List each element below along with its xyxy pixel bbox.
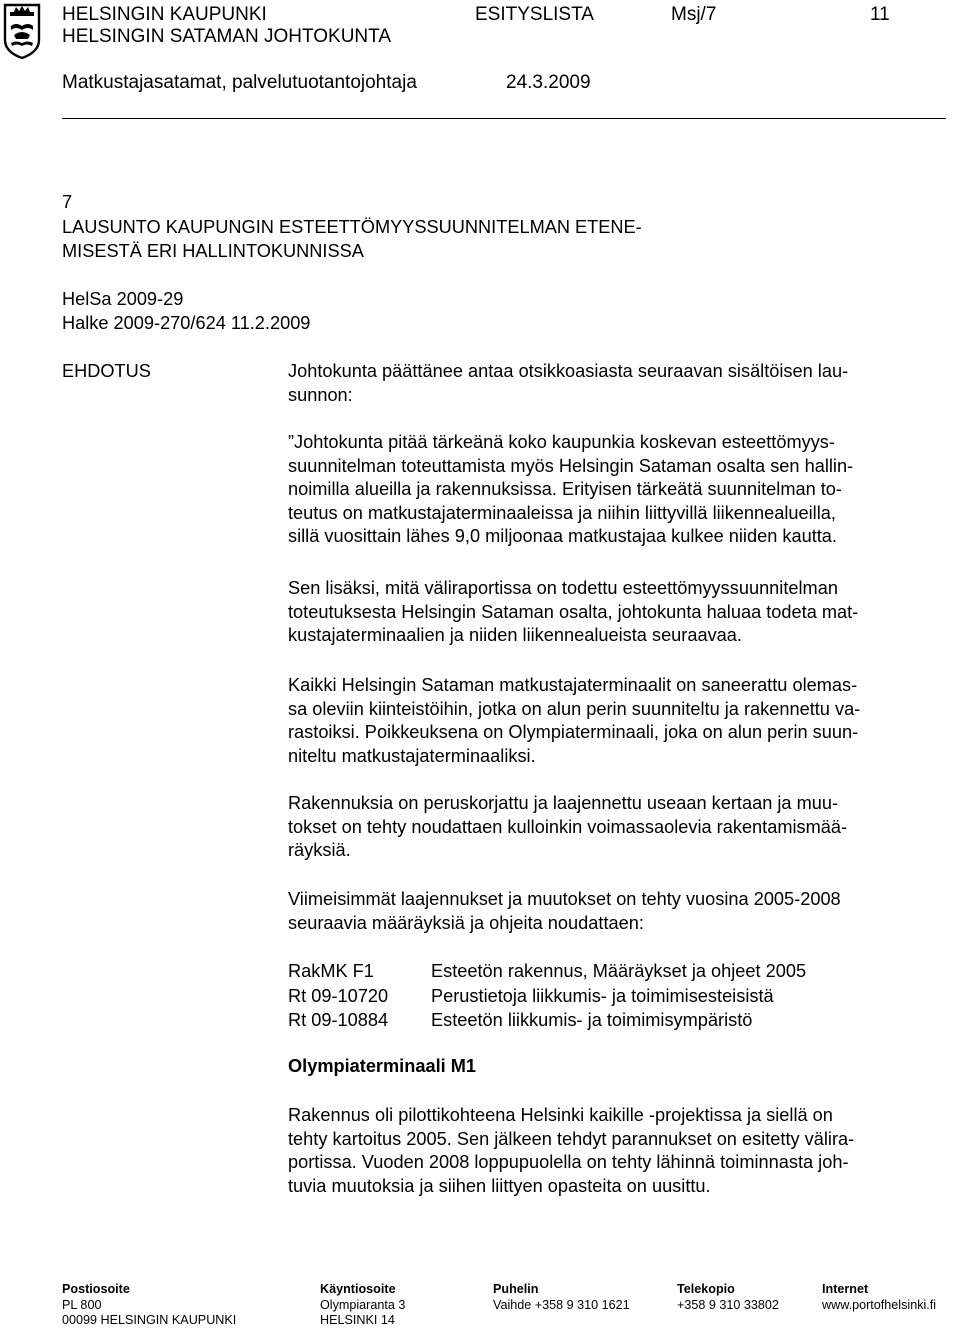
footer-postal-line: PL 800	[62, 1297, 102, 1312]
footer-internet-label: Internet	[822, 1282, 869, 1296]
regulation-code: Rt 09-10884	[288, 1010, 389, 1030]
text-line: Rakennus oli pilottikohteena Helsinki kaikille -projektissa ja siellä on	[288, 1105, 833, 1125]
text-line: räyksiä.	[288, 840, 351, 861]
footer-fax	[677, 1282, 779, 1313]
text-line: Sen lisäksi, mitä väliraportissa on todettu esteettömyyssuunnitelman	[288, 578, 838, 598]
footer-fax-label: Telekopio	[677, 1282, 735, 1296]
diary-reference: HelSa 2009-29	[62, 289, 184, 309]
text-line: Viimeisimmät laajennukset ja muutokset on tehty vuosina 2005-2008	[288, 889, 841, 909]
author-line: Matkustajasatamat, palvelutuotantojohtaja	[62, 72, 417, 93]
text-line: Kaikki Helsingin Sataman matkustajaterminaalit on saneerattu olemas-	[288, 675, 858, 695]
text-line: kustajaterminaalien ja niiden liikennealueista seuraavaa.	[288, 625, 742, 646]
text-line: portissa. Vuoden 2008 loppupuolella on tehty lähinnä toiminnasta joh-	[288, 1152, 849, 1173]
footer-postal-label: Postiosoite	[62, 1282, 130, 1296]
document-type: ESITYSLISTA	[475, 4, 594, 25]
paragraph	[288, 674, 860, 768]
footer-postal	[62, 1282, 236, 1329]
text-line: sillä vuosittain lähes 9,0 miljoonaa matkustajaa kulkee niiden kautta.	[288, 526, 837, 547]
text-line: noimilla alueilla ja rakennuksissa. Erityisen tärkeätä suunnitelman to-	[288, 479, 842, 500]
text-line: toteutuksesta Helsingin Sataman osalta, johtokunta haluaa todeta mat-	[288, 601, 859, 622]
item-title	[62, 216, 642, 263]
regulation-description: Esteetön liikkumis- ja toimimisympäristö	[431, 1010, 753, 1030]
footer-phone-label: Puhelin	[493, 1282, 539, 1296]
page-number: 11	[870, 4, 890, 25]
footer-visiting-label: Käyntiosoite	[320, 1282, 396, 1296]
section-subheading: Olympiaterminaali M1	[288, 1056, 477, 1076]
paragraph	[288, 431, 853, 549]
text-line: tuvia muutoksia ja siihen liittyen opasteita on uusittu.	[288, 1175, 711, 1196]
meeting-date: 24.3.2009	[506, 72, 591, 93]
footer-phone-number: Vaihde +358 9 310 1621	[493, 1297, 630, 1312]
board-name: HELSINGIN SATAMAN JOHTOKUNTA	[62, 26, 392, 47]
footer-postal-line: 00099 HELSINGIN KAUPUNKI	[62, 1313, 237, 1327]
city-reference: Halke 2009-270/624 11.2.2009	[62, 313, 311, 333]
header-divider	[62, 118, 946, 119]
text-line: teutus on matkustajaterminaaleissa ja niihin liittyvillä liikennealueilla,	[288, 502, 836, 523]
text-line: ”Johtokunta pitää tärkeänä koko kaupunkia koskevan esteettömyys-	[288, 432, 835, 452]
text-line: seuraavia määräyksiä ja ohjeita noudattaen:	[288, 912, 644, 933]
paragraph	[288, 1104, 854, 1198]
footer-visiting	[320, 1282, 405, 1329]
footer-internet	[822, 1282, 936, 1313]
text-line: sa oleviin kiinteistöihin, jotka on alun perin suunniteltu ja rakennettu va-	[288, 698, 861, 719]
item-title-line: MISESTÄ ERI HALLINTOKUNNISSA	[62, 240, 364, 261]
text-line: suunnitelman toteuttamista myös Helsingin Sataman osalta sen hallin-	[288, 455, 854, 476]
footer-fax-number: +358 9 310 33802	[677, 1297, 779, 1312]
text-line: Rakennuksia on peruskorjattu ja laajennettu useaan kertaan ja muu-	[288, 793, 839, 813]
footer-website: www.portofhelsinki.fi	[822, 1297, 937, 1312]
helsinki-coat-of-arms-logo	[2, 2, 42, 60]
regulation-description: Perustietoja liikkumis- ja toimimisesteisistä	[431, 986, 774, 1006]
org-name: HELSINGIN KAUPUNKI	[62, 4, 267, 25]
regulation-code: RakMK F1	[288, 961, 374, 981]
item-title-line: LAUSUNTO KAUPUNGIN ESTEETTÖMYYSSUUNNITELMAN ETENE-	[62, 217, 642, 237]
footer-visiting-line: HELSINKI 14	[320, 1313, 395, 1327]
proposal-label: EHDOTUS	[62, 361, 151, 381]
text-line: niteltu matkustajaterminaaliksi.	[288, 745, 536, 766]
text-line: sunnon:	[288, 384, 353, 405]
paragraph	[288, 792, 847, 863]
regulation-description: Esteetön rakennus, Määräykset ja ohjeet 2005	[431, 961, 807, 981]
paragraph	[288, 888, 841, 935]
paragraph	[288, 360, 848, 407]
text-line: rastoiksi. Poikkeuksena on Olympiaterminaali, joka on alun perin suun-	[288, 722, 859, 743]
regulation-code: Rt 09-10720	[288, 986, 389, 1006]
item-number: 7	[62, 192, 73, 212]
text-line: Johtokunta päättänee antaa otsikkoasiasta seuraavan sisältöisen lau-	[288, 361, 849, 381]
item-reference: Msj/7	[671, 4, 717, 25]
footer-phone	[493, 1282, 630, 1313]
text-line: tehty kartoitus 2005. Sen jälkeen tehdyt parannukset on esitetty välira-	[288, 1128, 855, 1149]
text-line: tokset on tehty noudattaen kulloinkin voimassaolevia rakentamismää-	[288, 816, 848, 837]
footer-visiting-line: Olympiaranta 3	[320, 1297, 406, 1312]
paragraph	[288, 577, 858, 648]
